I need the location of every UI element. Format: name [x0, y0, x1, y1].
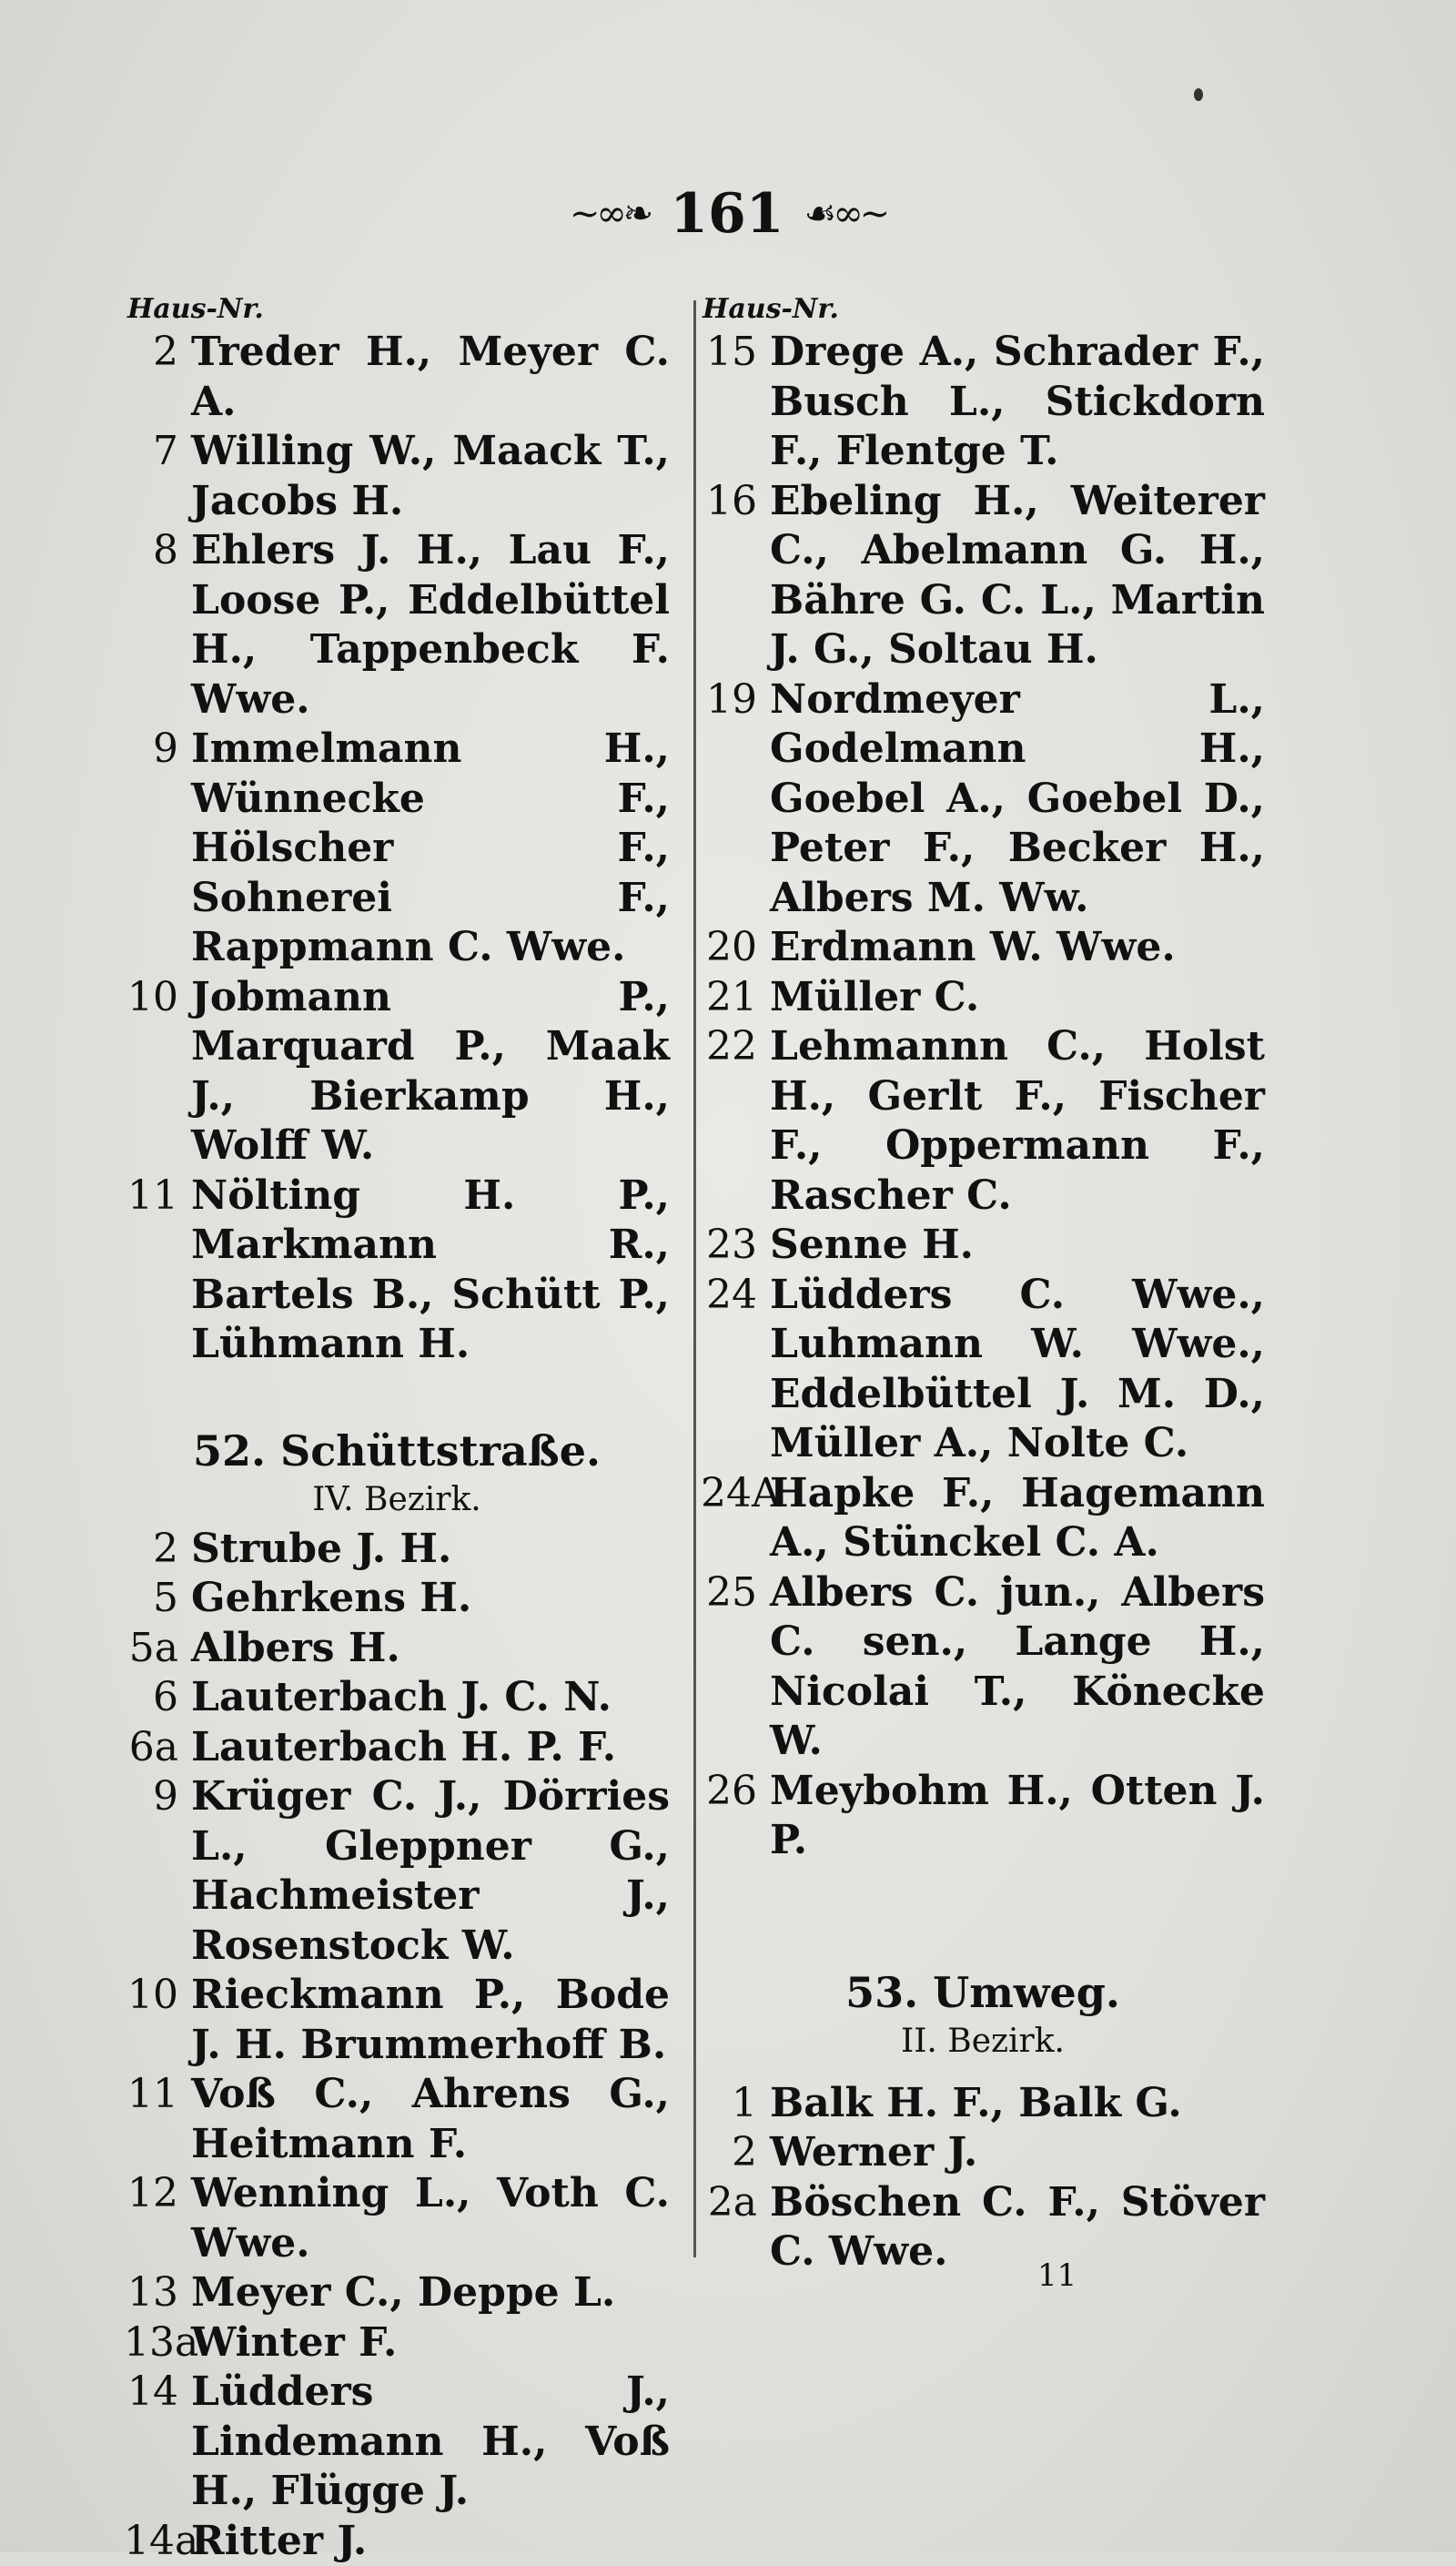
- house-number: 8: [124, 526, 191, 725]
- ink-speck: [1194, 88, 1203, 101]
- house-number: 26: [701, 1767, 770, 1866]
- list-item: [124, 1723, 670, 1773]
- resident-names: Ehlers J. H., Lau F., Loose P., Eddelbüttel H., Tappenbeck F. Wwe.: [191, 526, 670, 725]
- right-ornament-icon: ☙∞~: [804, 193, 886, 235]
- house-number: 2: [124, 328, 191, 427]
- resident-names: Nölting H. P., Markmann R., Bartels B., Schütt P., Lühmann H.: [191, 1171, 670, 1370]
- house-number: 16: [701, 477, 770, 675]
- list-item: [124, 1171, 670, 1370]
- section-title-52: 52. Schüttstraße.: [124, 1426, 670, 1476]
- list-item: [124, 973, 670, 1171]
- house-number: 2: [124, 1525, 191, 1575]
- house-number: 13: [124, 2268, 191, 2318]
- resident-names: Lüdders J., Lindemann H., Voß H., Flügge J.: [191, 2368, 670, 2517]
- list-item: [124, 2268, 670, 2318]
- resident-names: Lauterbach J. C. N.: [191, 1673, 670, 1723]
- list-item: [124, 526, 670, 725]
- list-item: [124, 1525, 670, 1575]
- house-number: 19: [701, 675, 770, 924]
- list-item: [124, 1673, 670, 1723]
- list-item: [701, 1271, 1265, 1469]
- left-ornament-icon: ~∞❧: [570, 193, 650, 235]
- list-item: [124, 427, 670, 526]
- list-item: [701, 923, 1265, 973]
- house-number: 14: [124, 2368, 191, 2517]
- house-number: 14a: [124, 2517, 191, 2566]
- list-item: [701, 973, 1265, 1023]
- resident-names: Meyer C., Deppe L.: [191, 2268, 670, 2318]
- house-number: 11: [124, 1171, 191, 1370]
- resident-names: Senne H.: [770, 1221, 1265, 1271]
- house-number: 2: [701, 2128, 770, 2178]
- resident-names: Lüdders C. Wwe., Luhmann W. Wwe., Eddelbüttel J. M. D., Müller A., Nolte C.: [770, 1271, 1265, 1469]
- page-number: 161: [670, 182, 784, 246]
- list-item: [701, 2128, 1265, 2178]
- resident-names: Strube J. H.: [191, 1525, 670, 1575]
- house-number: 10: [124, 973, 191, 1171]
- column-divider: [693, 300, 696, 2257]
- resident-names: Lauterbach H. P. F.: [191, 1723, 670, 1773]
- list-item: [124, 1624, 670, 1674]
- house-number: 5: [124, 1574, 191, 1624]
- list-item: [701, 1568, 1265, 1767]
- list-item: [701, 1767, 1265, 1866]
- resident-names: Ebeling H., Weiterer C., Abelmann G. H., Bähre G. C. L., Martin J. G., Soltau H.: [770, 477, 1265, 675]
- resident-names: Werner J.: [770, 2128, 1265, 2178]
- resident-names: Wenning L., Voth C. Wwe.: [191, 2169, 670, 2268]
- list-item: [701, 2178, 1265, 2277]
- list-item: [124, 2517, 670, 2566]
- list-item: [701, 328, 1265, 477]
- resident-names: Winter F.: [191, 2318, 670, 2368]
- list-item: [124, 328, 670, 427]
- signature-mark: 11: [1037, 2257, 1077, 2294]
- house-number: 12: [124, 2169, 191, 2268]
- resident-names: Treder H., Meyer C. A.: [191, 328, 670, 427]
- resident-names: Rieckmann P., Bode J. H. Brummerhoff B.: [191, 1971, 670, 2070]
- resident-names: Albers H.: [191, 1624, 670, 1674]
- list-item: [124, 2169, 670, 2268]
- resident-names: Ritter J.: [191, 2517, 670, 2566]
- house-number: 20: [701, 923, 770, 973]
- house-number: 9: [124, 1772, 191, 1971]
- house-number: 25: [701, 1568, 770, 1767]
- resident-names: Müller C.: [770, 973, 1265, 1023]
- page-header: [0, 182, 1456, 246]
- list-item: [701, 1221, 1265, 1271]
- section-title-53: 53. Umweg.: [701, 1968, 1265, 2017]
- house-number: 24A: [701, 1469, 770, 1568]
- house-number: 23: [701, 1221, 770, 1271]
- left-entries-bottom: [124, 1525, 670, 2566]
- house-number: 9: [124, 725, 191, 973]
- resident-names: Albers C. jun., Albers C. sen., Lange H., Nicolai T., Könecke W.: [770, 1568, 1265, 1767]
- house-number: 1: [701, 2079, 770, 2129]
- resident-names: Balk H. F., Balk G.: [770, 2079, 1265, 2129]
- list-item: [124, 2070, 670, 2169]
- house-number: 13a: [124, 2318, 191, 2368]
- list-item: [701, 477, 1265, 675]
- section-district-53: II. Bezirk.: [701, 2017, 1265, 2066]
- house-number: 5a: [124, 1624, 191, 1674]
- column-header-right: Haus-Nr.: [703, 293, 839, 325]
- right-entries-bottom: [701, 2079, 1265, 2277]
- house-number: 15: [701, 328, 770, 477]
- list-item: [701, 1469, 1265, 1568]
- house-number: 10: [124, 1971, 191, 2070]
- list-item: [124, 725, 670, 973]
- list-item: [124, 1971, 670, 2070]
- house-number: 21: [701, 973, 770, 1023]
- resident-names: Jobmann P., Marquard P., Maak J., Bierkamp H., Wolff W.: [191, 973, 670, 1171]
- resident-names: Gehrkens H.: [191, 1574, 670, 1624]
- list-item: [124, 2318, 670, 2368]
- list-item: [701, 675, 1265, 924]
- right-entries-top: [701, 328, 1265, 1866]
- resident-names: Nordmeyer L., Godelmann H., Goebel A., Goebel D., Peter F., Becker H., Albers M. Ww.: [770, 675, 1265, 924]
- list-item: [124, 1574, 670, 1624]
- left-column: [124, 328, 670, 2566]
- house-number: 24: [701, 1271, 770, 1469]
- house-number: 6a: [124, 1723, 191, 1773]
- resident-names: Erdmann W. Wwe.: [770, 923, 1265, 973]
- house-number: 22: [701, 1022, 770, 1221]
- house-number: 2a: [701, 2178, 770, 2277]
- list-item: [124, 2368, 670, 2517]
- right-column: [701, 328, 1265, 2277]
- resident-names: Böschen C. F., Stöver C. Wwe.: [770, 2178, 1265, 2277]
- section-district-52: IV. Bezirk.: [124, 1476, 670, 1525]
- column-header-left: Haus-Nr.: [127, 293, 264, 325]
- left-entries-top: [124, 328, 670, 1370]
- list-item: [701, 1022, 1265, 1221]
- list-item: [124, 1772, 670, 1971]
- list-item: [701, 2079, 1265, 2129]
- house-number: 11: [124, 2070, 191, 2169]
- resident-names: Hapke F., Hagemann A., Stünckel C. A.: [770, 1469, 1265, 1568]
- house-number: 6: [124, 1673, 191, 1723]
- house-number: 7: [124, 427, 191, 526]
- resident-names: Meybohm H., Otten J. P.: [770, 1767, 1265, 1866]
- resident-names: Voß C., Ahrens G., Heitmann F.: [191, 2070, 670, 2169]
- resident-names: Drege A., Schrader F., Busch L., Stickdorn F., Flentge T.: [770, 328, 1265, 477]
- resident-names: Krüger C. J., Dörries L., Gleppner G., Hachmeister J., Rosenstock W.: [191, 1772, 670, 1971]
- resident-names: Immelmann H., Wünnecke F., Hölscher F., Sohnerei F., Rappmann C. Wwe.: [191, 725, 670, 973]
- resident-names: Lehmannn C., Holst H., Gerlt F., Fischer F., Oppermann F., Rascher C.: [770, 1022, 1265, 1221]
- resident-names: Willing W., Maack T., Jacobs H.: [191, 427, 670, 526]
